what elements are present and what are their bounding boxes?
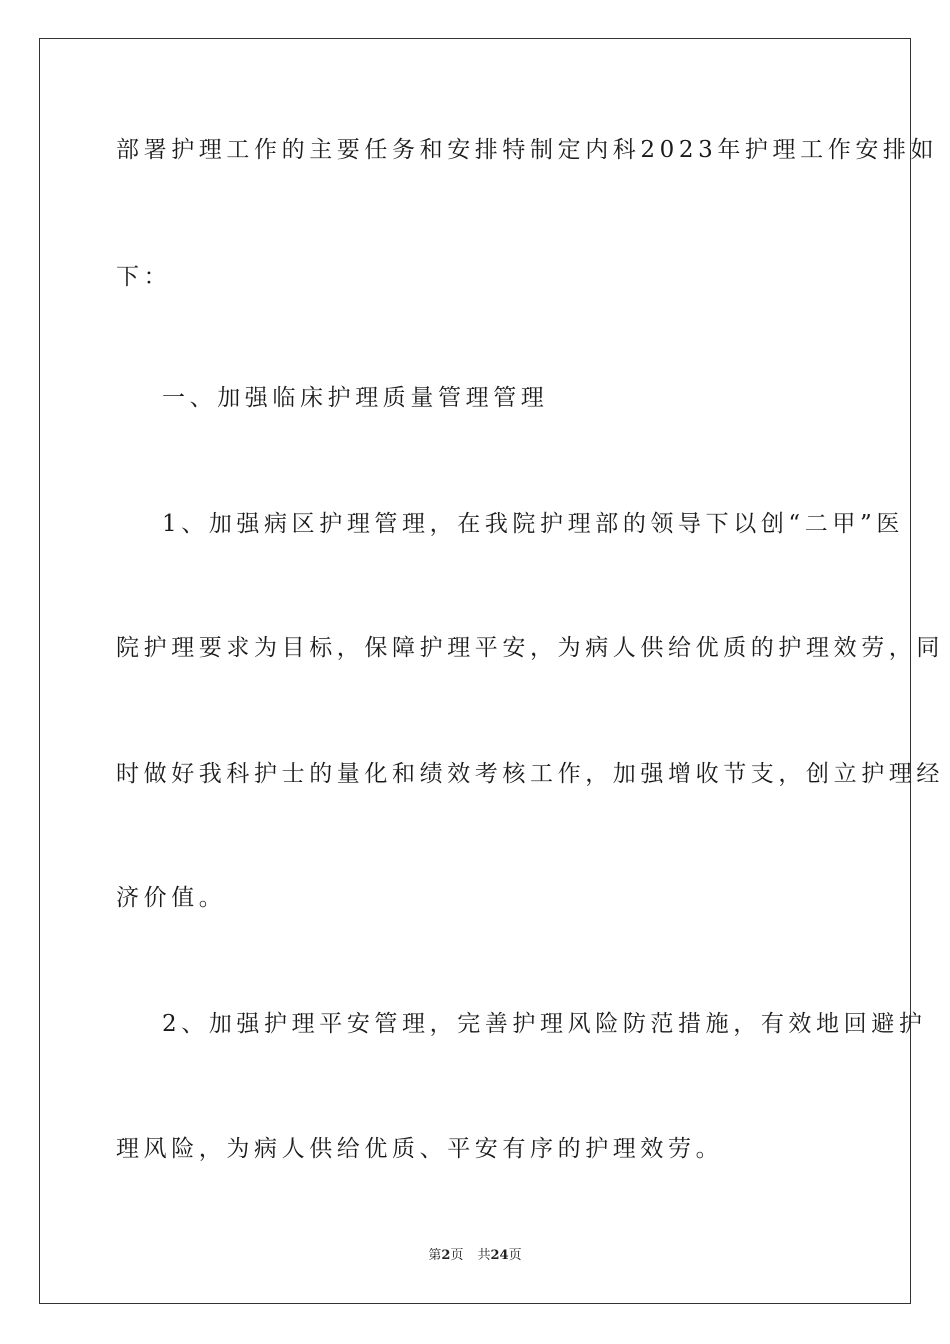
item-2-line-1: 2、加强护理平安管理，完善护理风险防范措施，有效地回避护 — [162, 1011, 927, 1037]
footer-page-suffix: 页 — [450, 1248, 464, 1263]
item-2-line-2: 理风险，为病人供给优质、平安有序的护理效劳。 — [116, 1136, 724, 1162]
item-1-line-3: 时做好我科护士的量化和绩效考核工作，加强增收节支，创立护理经 — [116, 761, 944, 787]
item-1-line-4: 济价值。 — [116, 885, 227, 911]
item-1-line-2: 院护理要求为目标，保障护理平安，为病人供给优质的护理效劳，同 — [116, 635, 944, 661]
footer-total-pages: 24 — [490, 1248, 509, 1263]
section-heading-1: 一、加强临床护理质量管理管理 — [162, 385, 549, 411]
page-border — [39, 38, 911, 1304]
footer-total-suffix: 页 — [508, 1248, 522, 1263]
item-1-line-1: 1、加强病区护理管理，在我院护理部的领导下以创“二甲”医 — [162, 511, 904, 537]
body-line-1: 部署护理工作的主要任务和安排特制定内科2023年护理工作安排如 — [116, 137, 939, 163]
page-footer — [0, 1247, 950, 1265]
body-line-2: 下： — [116, 264, 172, 290]
footer-total-prefix: 共 — [477, 1248, 491, 1263]
footer-page-prefix: 第 — [428, 1248, 442, 1263]
footer-page-number: 2 — [441, 1248, 451, 1263]
